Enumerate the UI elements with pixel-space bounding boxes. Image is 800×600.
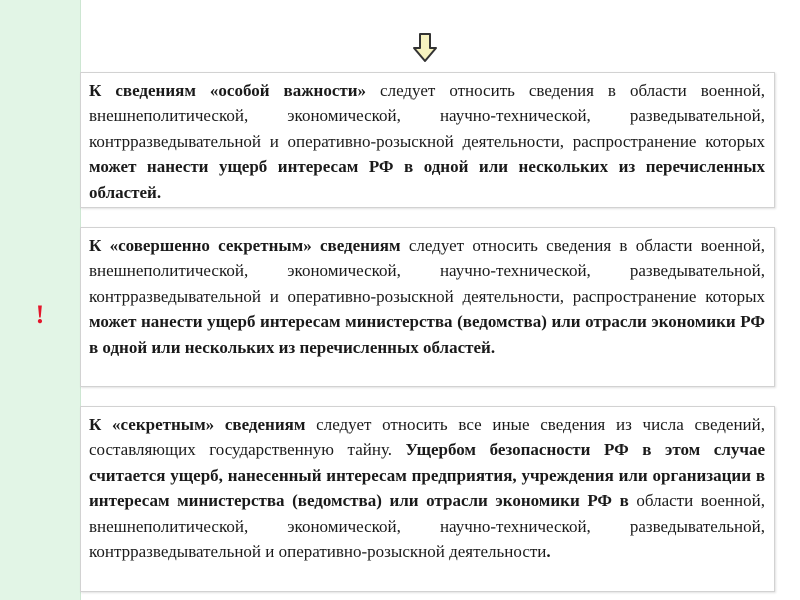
- down-arrow-icon: [412, 33, 438, 63]
- block-text-bold: К «секретным» сведениям: [89, 415, 306, 434]
- block-text: области военной, внешнеполитической, экономической, научно-технической, разведывательной, контрразведывательной и оперативно-розыскной деятельности: [89, 491, 765, 562]
- block-text-bold: К сведениям «особой важности»: [89, 81, 367, 100]
- block-text-bold: Ущербом безопасности РФ в этом случае считается ущерб, нанесенный интересам предприятия, учреждения или организации в интересам министерства (ведомства) или отрасли экономики РФ в: [89, 440, 765, 511]
- left-sidebar: [0, 0, 81, 600]
- exclamation-mark: !: [35, 300, 45, 329]
- block-text-bold: .: [546, 542, 551, 562]
- info-block-top-secret: [80, 227, 775, 387]
- info-block-special-importance: [80, 72, 775, 208]
- info-block-secret: [80, 406, 775, 592]
- block-text: следует относить сведения в области военной, внешнеполитической, экономической, научно-технической, разведывательной, контрразведывательной и оперативно-розыскной деятельности, распространение которых: [89, 236, 765, 306]
- block-text-bold: может нанести ущерб интересам РФ в одной или нескольких из перечисленных областей.: [89, 157, 765, 202]
- block-text: следует относить все иные сведения из числа сведений, составляющих государственную тайну.: [89, 415, 765, 460]
- block-text-bold: может нанести ущерб интересам министерства (ведомства) или отрасли экономики РФ в одной или нескольких из перечисленных областей.: [89, 312, 765, 357]
- block-text-bold: К «совершенно секретным» сведениям: [89, 236, 401, 255]
- block-text: следует относить сведения в области военной, внешнеполитической, экономической, научно-технической, разведывательной, контрразведывательной и оперативно-розыскной деятельности, распространение которых: [89, 81, 765, 151]
